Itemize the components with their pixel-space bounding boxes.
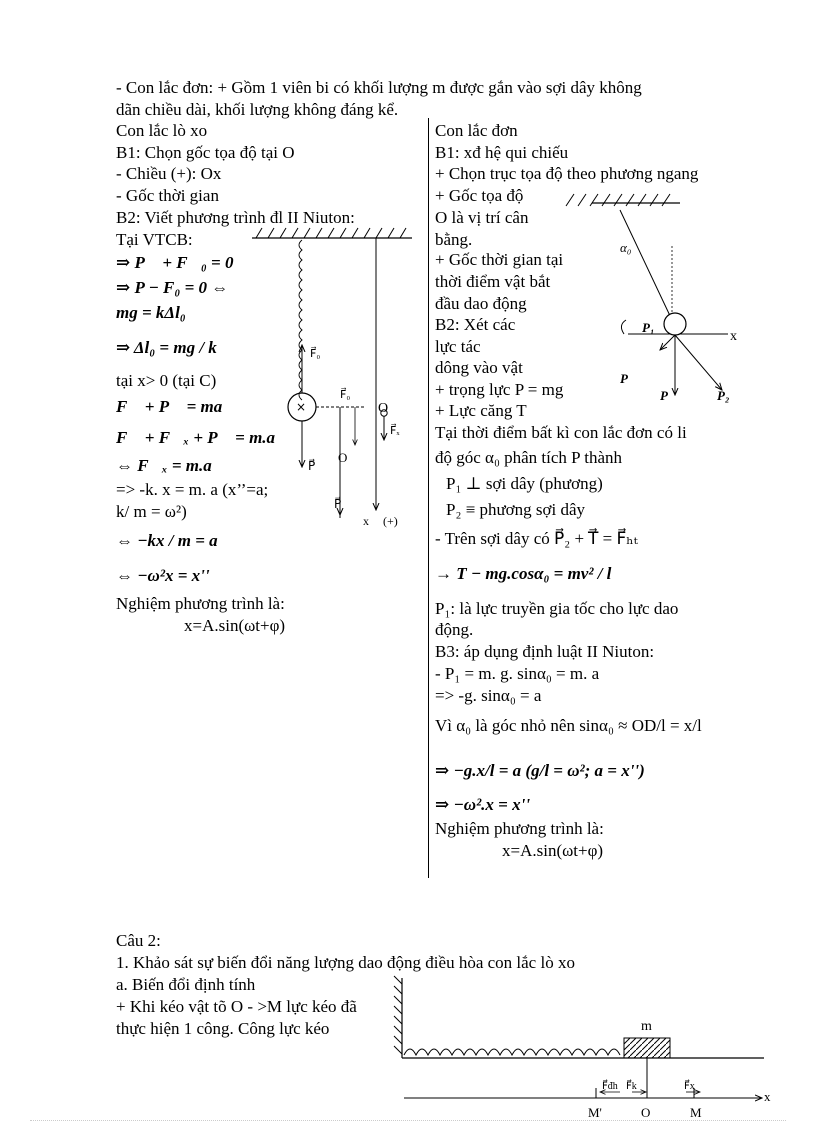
label-fdh: F⃗đh	[602, 1081, 618, 1092]
intro-line-1: - Con lắc đơn: + Gồm 1 viên bi có khối lượng m được gắn vào sợi dây không	[116, 78, 642, 97]
right-line: lực tác	[435, 337, 481, 356]
label-fk: F⃗k	[626, 1081, 637, 1092]
left-eq: ⇒ P − F₀ = 0 ⇔	[116, 278, 229, 297]
right-line: + Chọn trục tọa độ theo phương ngang	[435, 164, 699, 183]
right-line: ⇒ −g.x/l = a (g/l = ω²; a = x'')	[435, 761, 645, 780]
label-x: x	[363, 514, 369, 528]
left-line: B2: Viết phương trình đl II Niuton:	[116, 208, 355, 227]
simple-pendulum-figure	[566, 194, 728, 395]
q2-line-2: a. Biến đổi định tính	[116, 975, 256, 994]
left-eq: k/ m = ω²)	[116, 502, 187, 521]
label-x-axis: x	[730, 329, 737, 344]
right-line: + Gốc tọa độ	[435, 186, 524, 205]
label-fx: F⃗ₓ	[390, 425, 400, 437]
right-line: P₂ ≡ phương sợi dây	[446, 500, 586, 519]
right-line: B2: Xét các	[435, 315, 516, 334]
q2-line-4: thực hiện 1 công. Công lực kéo	[116, 1019, 330, 1038]
right-line: + Gốc thời gian tại	[435, 250, 564, 269]
right-line: Tại thời điểm bất kì con lắc đơn có li	[435, 423, 687, 442]
right-line: + Lực căng T	[435, 401, 527, 420]
right-line: động.	[435, 620, 474, 639]
q2-line-3: + Khi kéo vật tõ O - >M lực kéo đã	[116, 997, 357, 1016]
left-eq: ⇔ −ω²x = x''	[116, 566, 210, 585]
right-line: B3: áp dụng định luật II Niuton:	[435, 642, 655, 661]
label-x-bottom: x	[764, 1089, 771, 1104]
label-o1: O	[378, 401, 389, 416]
q2-line-1: 1. Khảo sát sự biến đổi năng lượng dao động điều hòa con lắc lò xo	[116, 953, 575, 972]
label-fx-bottom: F⃗x	[684, 1081, 695, 1092]
right-solution-label: Nghiệm phương trình là:	[435, 819, 604, 838]
svg-text:×: ×	[296, 400, 307, 414]
label-m-prime: M'	[588, 1105, 602, 1120]
left-eq: ⇒ Δl₀ = mg / k	[116, 338, 217, 357]
label-plus: (+)	[383, 514, 398, 528]
label-alpha: α₀	[620, 240, 632, 255]
left-line: Tại VTCB:	[116, 230, 193, 249]
label-f0b: F⃗₀	[340, 389, 351, 401]
left-eq: => -k. x = m. a (x’’=a;	[116, 480, 269, 499]
right-line: => -g. sinα₀ = a	[435, 686, 542, 705]
left-solution-label: Nghiệm phương trình là:	[116, 594, 285, 613]
label-p: P⃗	[308, 459, 316, 473]
label-p1: P₁	[642, 320, 655, 335]
left-eq: F⃗ + P⃗ = ma⃗	[116, 397, 236, 416]
right-line: bằng.	[435, 230, 473, 249]
right-line: + trọng lực P = mg	[435, 380, 564, 399]
q2-title: Câu 2:	[116, 931, 161, 950]
right-solution: x=A.sin(ωt+φ)	[502, 841, 604, 860]
left-eq: ⇔ F⃗ₓ = m.a⃗	[116, 456, 225, 475]
left-eq: tại x> 0 (tại C)	[116, 371, 217, 390]
left-eq: F⃗ + F⃗ₓ + P⃗ = m.a⃗	[116, 428, 289, 447]
left-eq: ⇒ P⃗ + F⃗₀ = 0	[116, 253, 234, 272]
right-title: Con lắc đơn	[435, 121, 518, 140]
label-f0: F⃗₀	[310, 348, 321, 360]
left-title: Con lắc lò xo	[116, 121, 208, 140]
right-line: P₁ ⊥ sợi dây (phương)	[446, 474, 603, 493]
right-line: → T − mg.cosα₀ = mv² / l	[435, 564, 612, 583]
label-m-bottom: M	[690, 1105, 702, 1120]
spring-pendulum-figure	[252, 228, 412, 518]
right-line: - P₁ = m. g. sinα₀ = m. a	[435, 664, 600, 683]
left-line: - Chiều (+): Ox	[116, 164, 222, 183]
right-line: dông vào vật	[435, 358, 523, 377]
label-p-center: P	[660, 388, 668, 403]
label-p-left: P	[620, 371, 628, 386]
right-line: Vì α₀ là góc nhỏ nên sinα₀ ≈ OD/l = x/l	[435, 716, 702, 735]
right-line: độ góc α₀ phân tích P thành	[435, 448, 623, 467]
right-line: ⇒ −ω².x = x''	[435, 795, 531, 814]
label-p2: P⃗	[334, 497, 342, 511]
label-mass: m	[641, 1019, 652, 1034]
left-eq: ⇔ −kx / m = a	[116, 531, 218, 550]
intro-line-2: dãn chiều dài, khối lượng không đáng kể.	[116, 100, 399, 119]
label-p2: P₂	[717, 388, 730, 403]
label-o2: O	[338, 450, 348, 465]
left-line: - Gốc thời gian	[116, 186, 219, 205]
right-line: P₁: là lực truyền gia tốc cho lực dao	[435, 599, 679, 618]
label-o-bottom: O	[641, 1105, 651, 1120]
right-line: B1: xđ hệ qui chiếu	[435, 143, 569, 162]
horizontal-spring-figure	[394, 976, 764, 1098]
left-eq: mg = kΔl₀	[116, 303, 186, 322]
left-solution: x=A.sin(ωt+φ)	[184, 616, 286, 635]
page-bottom-rule	[30, 1120, 786, 1121]
right-line: đầu dao động	[435, 294, 527, 313]
right-line: O là vị trí cân	[435, 208, 529, 227]
left-line: B1: Chọn gốc tọa độ tại O	[116, 143, 295, 162]
right-line: thời điểm vật bắt	[435, 272, 551, 291]
right-line: - Trên sợi dây có P⃗₂ + T⃗ = F⃗ₕₜ	[435, 529, 638, 548]
